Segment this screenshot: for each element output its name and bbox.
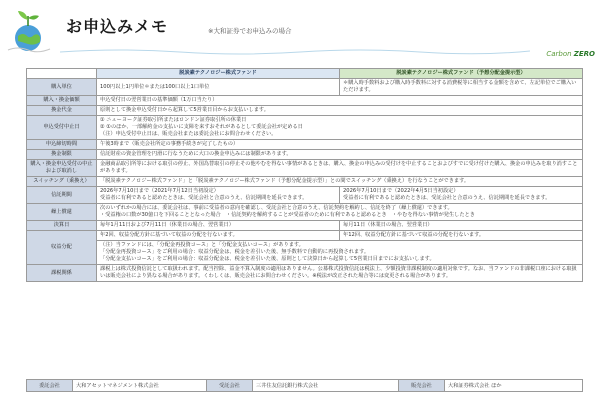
early-redemption-line-2: ・受益権の口数が30億口を下回ることとなった場合 ・信託契約を解約することが受益者のために有利であると認めるとき ・やむを得ない事情が発生したとき [100,212,475,219]
trust-period-fund-b-note: 受益者に有利であると認めたときは、受託会社と合意のうえ、信託期間を延長できます。 [343,195,551,202]
table-row [27,79,583,96]
price-value: 申込受付日の翌営業日の基準価額（1万口当たり） [97,96,583,106]
consignor-label: 委託会社 [27,380,73,392]
corner-cell [27,69,97,79]
purchase-unit-value: 100円以上1円単位＊または100口以上1口単位 [97,79,340,96]
table-row [27,241,583,265]
table-row [27,140,583,150]
suspension-line-3: （注）申込受付中止日は、販売会社または委託会社にお問合わせください。 [100,131,277,138]
table-row [27,177,583,187]
consignor-name: 大和アセットマネジメント株式会社 [73,380,207,392]
company-table [26,379,583,392]
table-row [27,265,583,282]
page-header [0,0,605,62]
trust-period-fund-a-date: 2026年7月10日まで（2021年7月12日当初設定） [100,188,219,195]
suspension-line-1: ① ニューヨーク証券取引所またはロンドン証券取引所の休業日 [100,117,247,124]
trustee-label: 受託会社 [207,380,253,392]
distribution-fund-a: 年2回、収益分配方針に基づいて収益の分配を行ないます。 [97,231,340,241]
table-row [27,116,583,140]
switching-value: 「脱炭素テクノロジー株式ファンド」と「脱炭素テクノロジー株式ファンド（予想分配金提示型）」との間でスイッチング（乗換え）を行なうことができます。 [97,177,583,187]
carbon-zero-tagline: Carbon ZERO [546,50,595,58]
table-row [27,106,583,116]
fund-a-header: 脱炭素テクノロジー株式ファンド [97,69,340,79]
distribution-fund-b: 年12回、収益分配方針に基づいて収益の分配を行ないます。 [340,231,583,241]
table-header-row [27,69,583,79]
cancel-value: 金融商品取引所等における取引の停止、外国為替取引の停止その他やむを得ない事情があるときは、購入、換金の申込みの受付けを中止することおよびすでに受け付けた購入、換金の申込みを取り消すことがあります。 [97,160,583,177]
page-title: お申込みメモ [66,17,169,36]
table-row [27,231,583,241]
distribution-note [97,241,583,265]
row-label-price: 購入・換金価額 [27,96,97,106]
redemption-payment-value: 原則として換金申込受付日から起算して5営業日目からお支払いします。 [97,106,583,116]
distributor-label: 販売会社 [399,380,445,392]
distributor-name: 大和証券株式会社 ほか [445,380,583,392]
distribution-note-line-2: 「分配金再投資コース」をご利用の場合：収益分配金は、税金を差引いた後、無手数料で自動的に再投資されます。 [100,249,370,256]
row-label-cancel: 購入・換金申込受付の中止および取消し [27,160,97,177]
trust-period-fund-a-note: 受益者に有利であると認めたときは、受託会社と合意のうえ、信託期間を延長できます。 [100,195,308,202]
distribution-note-line-3: 「分配金支払いコース」をご利用の場合：収益分配金は、税金を差引いた後、原則として決算日から起算して5営業日目までにお支払いします。 [100,256,435,263]
table-row [27,96,583,106]
purchase-unit-note: ＊購入時手数料および購入時手数料に対する消費税等に相当する金額を含めて、左記単位でご購入いただけます。 [340,79,583,96]
closing-fund-b: 毎月11日（休業日の場合、翌営業日） [340,221,583,231]
trust-period-fund-b-date: 2026年7月10日まで（2022年4月5日当初設定） [343,188,459,195]
table-row [27,160,583,177]
row-label-tax: 課税関係 [27,265,97,282]
table-row [27,221,583,231]
suspension-line-2: ② ①のほか、一部解約金の支払いに支障を来すおそれがあるとして委託会社が定める日 [100,124,303,131]
trust-period-fund-a [97,187,340,204]
trust-period-fund-b [340,187,583,204]
row-label-distribution: 収益分配 [27,231,97,265]
row-label-cutoff: 申込締切時間 [27,140,97,150]
row-label-closing: 決算日 [27,221,97,231]
tax-value: 課税上は株式投資信託として取扱われます。配当控除、益金不算入制度の適用はありません。公募株式投資信託は税法上、少額投資非課税制度の適用対象です。なお、当ファンドの非課税口座における取扱いは販売会社により異なる場合があります。くわしくは、販売会社にお問合わせください。※税法が改正された場合等には変更される場合があります。 [97,265,583,282]
row-label-trust-period: 信託期間 [27,187,97,204]
redemption-limit-value: 信託財産の資金管理を円滑に行なうために大口の換金申込みには制限があります。 [97,150,583,160]
row-label-switching: スイッチング（乗換え） [27,177,97,187]
memo-table [26,68,583,282]
early-redemption-line-1: 次のいずれかの場合には、委託会社は、事前に受益者の意向を確認し、受託会社と合意のうえ、信託契約を解約し、信託を終了（繰上償還）できます。 [100,205,453,212]
closing-fund-a: 毎年1月11日および7月11日（休業日の場合、翌営業日） [97,221,340,231]
distribution-note-line-1: （注）当ファンドには、「分配金再投資コース」と「分配金支払いコース」があります。 [100,242,304,249]
suspension-value [97,116,583,140]
fund-b-header: 脱炭素テクノロジー株式ファンド（予想分配金提示型） [340,69,583,79]
table-row [27,150,583,160]
row-label-early-redemption: 繰上償還 [27,204,97,221]
table-row [27,204,583,221]
trustee-name: 三井住友信託銀行株式会社 [253,380,399,392]
row-label-redemption-limit: 換金制限 [27,150,97,160]
row-label-suspension: 申込受付中止日 [27,116,97,140]
company-footer [26,379,582,392]
early-redemption-value [97,204,583,221]
row-label-purchase-unit: 購入単位 [27,79,97,96]
page-subtitle: ※大和証券でお申込みの場合 [208,27,292,35]
cutoff-value: 午後3時まで（販売会社所定の事務手続きが完了したもの） [97,140,583,150]
company-row [27,380,583,392]
row-label-redemption-payment: 換金代金 [27,106,97,116]
table-row [27,187,583,204]
globe-sprout-icon [6,6,52,54]
memo-table-wrapper [26,68,582,282]
decorative-wave [60,48,530,56]
